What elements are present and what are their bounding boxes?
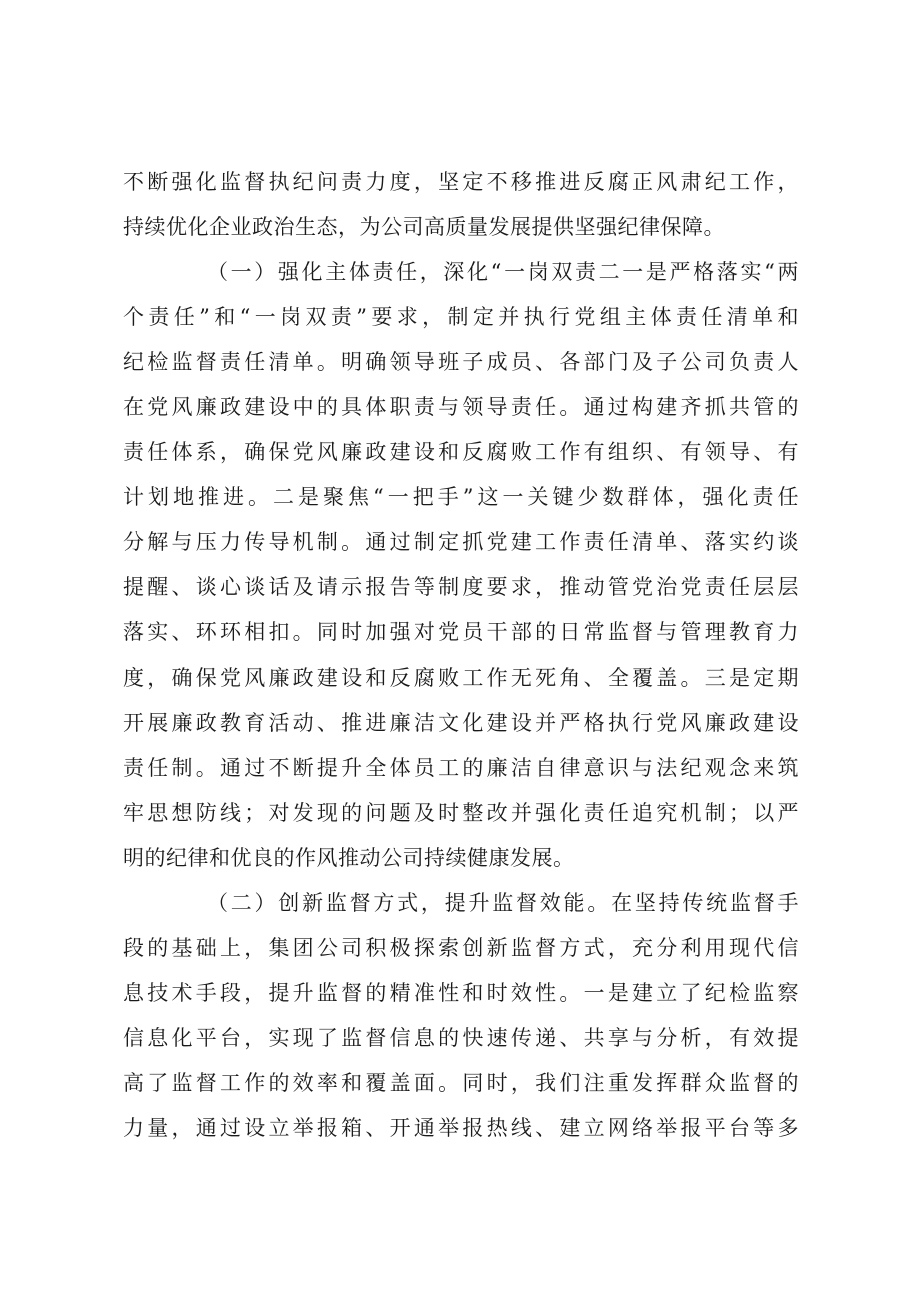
body-line: 息技术手段，提升监督的精准性和时效性。一是建立了纪检监察 — [123, 980, 799, 1005]
body-line: 高了监督工作的效率和覆盖面。同时，我们注重发挥群众监督的 — [123, 1070, 799, 1095]
body-line: 落实、环环相扣。同时加强对党员干部的日常监督与管理教育力 — [123, 620, 799, 645]
document-body — [123, 160, 799, 1151]
body-line: 持续优化企业政治生态，为公司高质量发展提供坚强纪律保障。 — [123, 215, 725, 240]
section-heading-line: （一）强化主体责任，深化“一岗双责二一是严格落实“两 — [207, 260, 799, 285]
body-line: 段的基础上，集团公司积极探索创新监督方式，充分利用现代信 — [123, 935, 799, 960]
body-line: 纪检监督责任清单。明确领导班子成员、各部门及子公司负责人 — [123, 350, 799, 375]
body-line: 明的纪律和优良的作风推动公司持续健康发展。 — [123, 845, 575, 870]
body-line: 个责任”和“一岗双责”要求，制定并执行党组主体责任清单和 — [123, 305, 799, 330]
body-line: 牢思想防线；对发现的问题及时整改并强化责任追究机制；以严 — [123, 800, 799, 825]
body-line: 责任体系，确保党风廉政建设和反腐败工作有组织、有领导、有 — [123, 440, 799, 465]
section-heading-line: （二）创新监督方式，提升监督效能。在坚持传统监督手 — [207, 890, 799, 915]
body-line: 不断强化监督执纪问责力度，坚定不移推进反腐正风肃纪工作， — [123, 170, 799, 194]
body-line: 计划地推进。二是聚焦“一把手”这一关键少数群体，强化责任 — [123, 485, 799, 510]
body-line: 提醒、谈心谈话及请示报告等制度要求，推动管党治党责任层层 — [123, 575, 799, 600]
body-line: 分解与压力传导机制。通过制定抓党建工作责任清单、落实约谈 — [123, 530, 799, 555]
body-line: 力量，通过设立举报箱、开通举报热线、建立网络举报平台等多 — [123, 1115, 799, 1140]
body-line: 信息化平台，实现了监督信息的快速传递、共享与分析，有效提 — [123, 1025, 799, 1050]
body-line: 在党风廉政建设中的具体职责与领导责任。通过构建齐抓共管的 — [123, 395, 799, 420]
body-line: 开展廉政教育活动、推进廉洁文化建设并严格执行党风廉政建设 — [123, 710, 799, 735]
body-line: 度，确保党风廉政建设和反腐败工作无死角、全覆盖。三是定期 — [123, 665, 799, 690]
body-line: 责任制。通过不断提升全体员工的廉洁自律意识与法纪观念来筑 — [123, 755, 799, 780]
